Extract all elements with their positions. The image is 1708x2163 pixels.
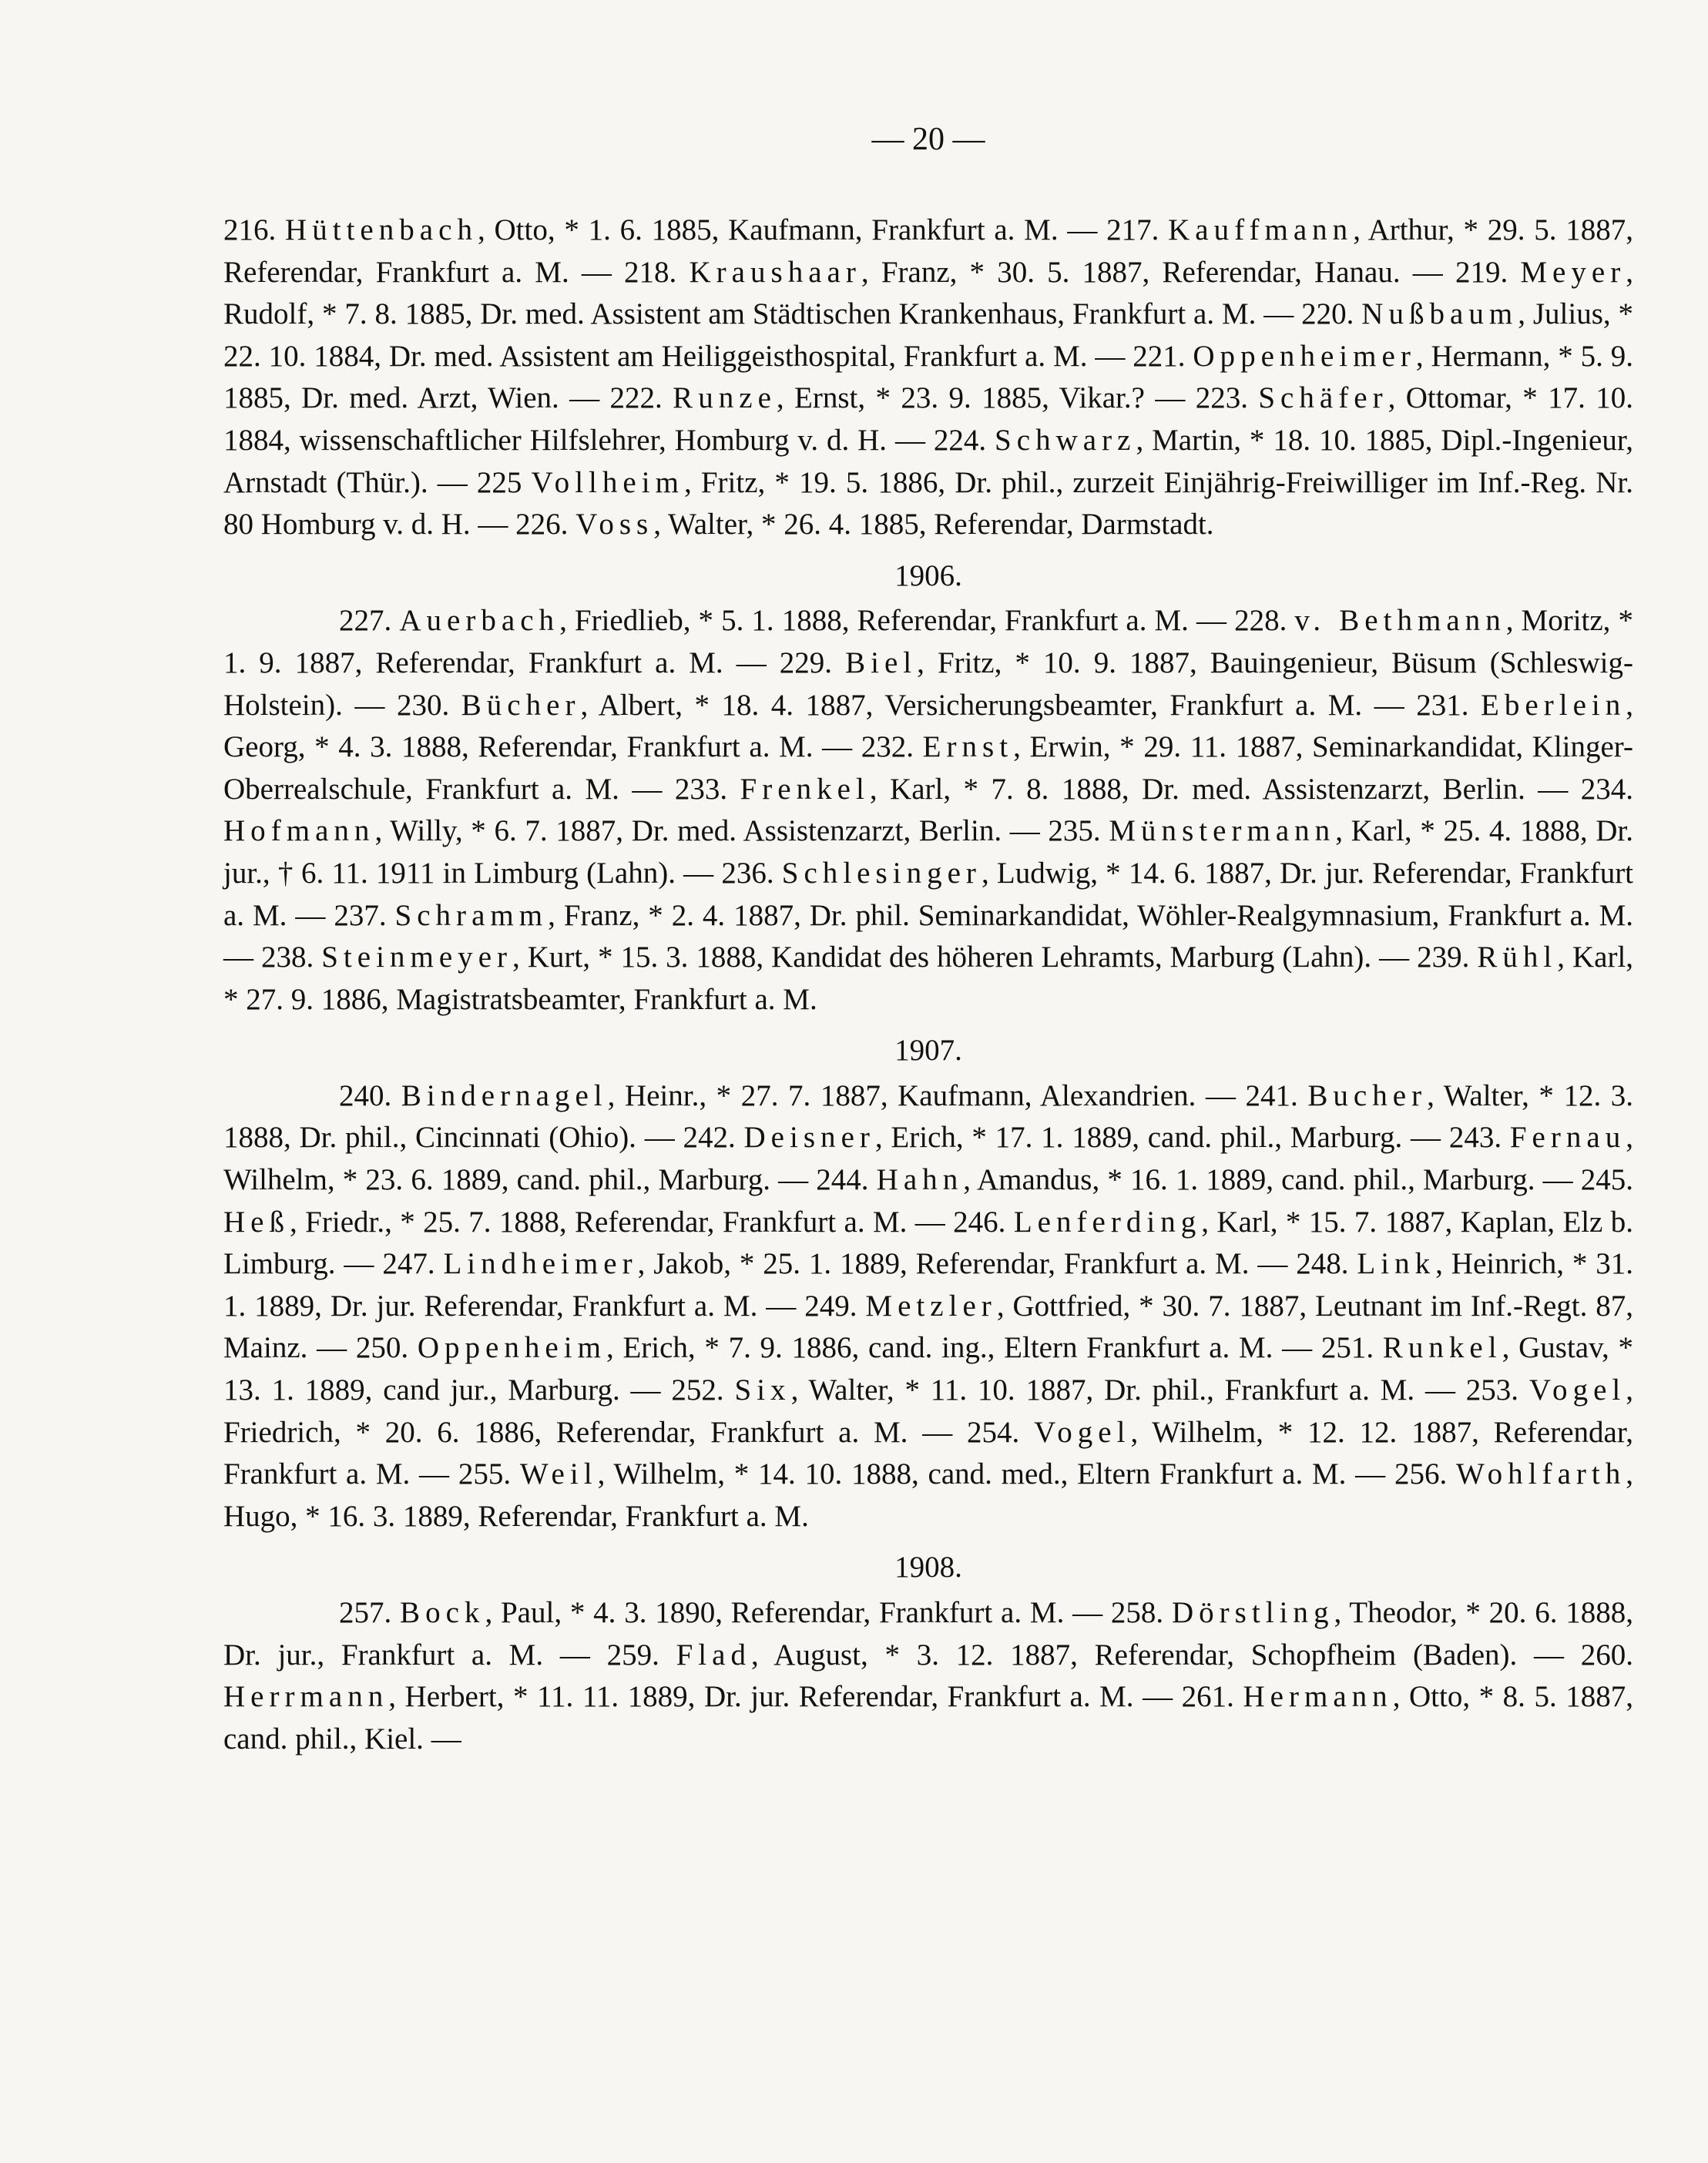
register-entry	[223, 213, 1059, 246]
entry-details: , Arthur, * 29. 5. 1887, Referendar, Frankfurt a. M.	[223, 213, 1634, 289]
entry-details: , Otto, * 1. 6. 1885, Kaufmann, Frankfurt a. M.	[477, 213, 1059, 246]
entry-surname: Vogel	[1528, 1373, 1626, 1407]
entry-surname: Oppenheimer	[1193, 339, 1416, 373]
entry-surname: Herrmann	[223, 1680, 389, 1714]
entry-number: 241.	[1245, 1078, 1298, 1112]
entry-surname: Meyer	[1520, 255, 1626, 289]
register-entry	[683, 1121, 1402, 1154]
register-entry	[397, 689, 1362, 722]
entry-number: 243.	[1448, 1121, 1502, 1155]
entry-details: , Karl, * 27. 9. 1886, Magistratsbeamter, Frankfurt a. M.	[223, 941, 1634, 1016]
register-entry	[624, 256, 1401, 289]
entry-details: , Willy, * 6. 7. 1887, Dr. med. Assistenzarzt, Berlin.	[374, 814, 1002, 848]
entry-number: 237.	[334, 898, 387, 932]
entry-details: , Hugo, * 16. 3. 1889, Referendar, Frankfurt a. M.	[223, 1457, 1634, 1533]
entry-surname: Lindheimer	[443, 1247, 638, 1281]
entry-number: 222.	[609, 381, 663, 415]
entry-number: 244.	[816, 1163, 869, 1197]
entry-number: 231.	[1416, 688, 1469, 722]
year-heading: 1906.	[894, 558, 962, 592]
entry-surname: Hofmann	[223, 814, 375, 848]
entry-details: , Wilhelm, * 12. 12. 1887, Referendar, Frankfurt a. M.	[223, 1415, 1634, 1491]
entry-surname: Hahn	[876, 1163, 964, 1197]
register-entry	[816, 1163, 1535, 1196]
entry-surname: Rühl	[1477, 941, 1558, 974]
entry-surname: Flad	[676, 1638, 751, 1672]
entry-number: 228.	[1234, 604, 1287, 638]
entry-details: , Erich, * 7. 9. 1886, cand. ing., Eltern Frankfurt a. M.	[606, 1331, 1273, 1365]
entry-surname: Schäfer	[1258, 381, 1388, 415]
entry-surname: Bücher	[461, 688, 581, 722]
entry-number: 232.	[861, 730, 914, 764]
register-entry	[339, 604, 1189, 637]
section-1907	[223, 1030, 1633, 1538]
entry-number: 260.	[1580, 1638, 1634, 1672]
entry-details: , Friedrich, * 20. 6. 1886, Referendar, Frankfurt a. M.	[223, 1373, 1634, 1449]
entry-number: 229.	[779, 646, 833, 679]
entry-details: , Albert, * 18. 4. 1887, Versicherungsbeamter, Frankfurt a. M.	[580, 688, 1363, 722]
entry-number: 234.	[1580, 772, 1634, 806]
entry-surname: Link	[1357, 1247, 1436, 1281]
trailing-dash: —	[423, 1722, 461, 1756]
entry-number: 254.	[967, 1415, 1020, 1449]
entry-details: , Ottomar, * 17. 10. 1884, wissenschaftlicher Hilfslehrer, Homburg v. d. H.	[223, 381, 1634, 457]
entry-surname: Biel	[845, 646, 918, 679]
year-heading: 1908.	[894, 1551, 962, 1585]
entry-details: , Franz, * 30. 5. 1887, Referendar, Hanau.	[861, 255, 1401, 289]
entry-number: 248.	[1296, 1247, 1349, 1281]
entry-details: , Franz, * 2. 4. 1887, Dr. phil. Seminarkandidat, Wöhler-Realgymnasium, Frankfurt a. M.	[548, 898, 1634, 932]
entry-number: 261.	[1181, 1680, 1234, 1714]
entry-details: , Karl, * 15. 7. 1887, Kaplan, Elz b. Limburg.	[223, 1205, 1634, 1281]
register-entry	[610, 381, 1145, 414]
entry-number: 249.	[804, 1289, 857, 1323]
entry-details: , Theodor, * 20. 6. 1888, Dr. jur., Frankfurt a. M.	[223, 1596, 1634, 1672]
entry-number: 227.	[339, 604, 392, 638]
entry-details: , Moritz, * 1. 9. 1887, Referendar, Frankfurt a. M.	[223, 604, 1634, 679]
entry-number: 223.	[1195, 381, 1248, 415]
entry-details: , Ludwig, * 14. 6. 1887, Dr. jur. Referendar, Frankfurt a. M.	[223, 856, 1634, 932]
entry-details: , Gustav, * 13. 1. 1889, cand jur., Marburg.	[223, 1331, 1634, 1407]
entry-details: , Fritz, * 10. 9. 1887, Bauingenieur, Büsum (Schleswig-Holstein).	[223, 646, 1634, 722]
entry-number: 251.	[1320, 1331, 1374, 1365]
entry-number: 224.	[933, 423, 987, 457]
entry-number: 253.	[1465, 1373, 1519, 1407]
section-1906	[223, 555, 1633, 1021]
entries-paragraph-0: 216. Hüttenbach, Otto, * 1. 6. 1885, Kaufmann, Frankfurt a. M. — 217. Kauffmann, Arthur, * 29. 5. 1887, Referendar, Frankfurt a. M. — 218. Kraushaar, Franz, * 30. 5. 1887, Referendar, Hanau. — 219. Meyer, Rudolf, * 7. 8. 1885, Dr. med. Assistent am Städtischen Krankenhaus, Frankfurt a. M. — 220. Nußbaum, Julius, * 22. 10. 1884, Dr. med. Assistent am Heiliggeisthospital, Frankfurt a. M. — 221. Oppenheimer, Hermann, * 5. 9. 1885, Dr. med. Arzt, Wien. — 222. Runze, Ernst, * 23. 9. 1885, Vikar.? — 223. Schäfer, Ottomar, * 17. 10. 1884, wissenschaftlicher Hilfslehrer, Homburg v. d. H. — 224. Schwarz, Martin, * 18. 10. 1885, Dipl.-Ingenieur, Arnstadt (Thür.). — 225 Vollheim, Fritz, * 19. 5. 1886, Dr. phil., zurzeit Einjährig-Freiwilliger im Inf.-Reg. Nr. 80 Homburg v. d. H. — 226. Voss, Walter, * 26. 4. 1885, Referendar, Darmstadt.	[223, 213, 1634, 542]
entry-details: , Fritz, * 19. 5. 1886, Dr. phil., zurzeit Einjährig-Freiwilliger im Inf.-Reg. Nr. 80 Homburg v. d. H.	[223, 465, 1633, 542]
register-entry	[607, 1638, 1518, 1672]
entry-details: , Paul, * 4. 3. 1890, Referendar, Frankfurt a. M.	[485, 1596, 1065, 1629]
entry-number: 230.	[396, 688, 450, 722]
entry-number: 225	[476, 465, 522, 499]
entry-details: , Kurt, * 15. 3. 1888, Kandidat des höheren Lehramts, Marburg (Lahn).	[512, 941, 1372, 974]
entry-details: , Friedr., * 25. 7. 1888, Referendar, Frankfurt a. M.	[290, 1205, 908, 1239]
page-number: — 20 —	[871, 122, 985, 157]
entry-surname: Ernst	[922, 730, 1014, 764]
entry-surname: v. Bethmann	[1294, 604, 1506, 638]
entry-details: , Erwin, * 29. 11. 1887, Seminarkandidat, Klinger-Oberrealschule, Frankfurt a. M.	[223, 730, 1634, 806]
entry-number: 216.	[223, 213, 277, 246]
entry-details: , Walter, * 26. 4. 1885, Referendar, Darmstadt.	[653, 508, 1214, 542]
entry-surname: Heß	[223, 1205, 290, 1239]
entry-details: , Hermann, * 5. 9. 1885, Dr. med. Arzt, Wien.	[223, 339, 1634, 415]
entry-number: 221.	[1133, 339, 1186, 373]
entry-surname: Runkel	[1382, 1331, 1502, 1365]
entry-surname: Dörstling	[1171, 1596, 1334, 1629]
entry-details: , Otto, * 8. 5. 1887, cand. phil., Kiel.	[223, 1680, 1634, 1756]
entry-surname: Frenkel	[740, 772, 870, 806]
document-page	[223, 123, 1633, 1760]
entry-number: 257.	[339, 1596, 392, 1629]
section-0	[223, 210, 1633, 546]
entry-number: 218.	[624, 255, 677, 289]
entry-surname: Schramm	[394, 898, 549, 932]
entry-surname: Eberlein	[1481, 688, 1626, 722]
entry-number: 245.	[1580, 1163, 1634, 1197]
entry-details: , Herbert, * 11. 11. 1889, Dr. jur. Referendar, Frankfurt a. M.	[388, 1680, 1134, 1714]
entry-details: , Wilhelm, * 23. 6. 1889, cand. phil., Marburg.	[223, 1121, 1634, 1197]
entry-details: , Georg, * 4. 3. 1888, Referendar, Frankfurt a. M.	[223, 688, 1634, 764]
entry-surname: Runze	[673, 381, 777, 415]
entry-surname: Six	[734, 1373, 791, 1407]
entry-surname: Schwarz	[995, 423, 1136, 457]
entry-number: 233.	[674, 772, 728, 806]
entry-number: 255.	[458, 1457, 512, 1491]
entry-surname: Hüttenbach	[285, 213, 478, 246]
entry-details: , Karl, * 25. 4. 1888, Dr. jur., † 6. 11. 1911 in Limburg (Lahn).	[223, 814, 1633, 890]
entry-details: , Wilhelm, * 14. 10. 1888, cand. med., Eltern Frankfurt a. M.	[597, 1457, 1347, 1491]
entry-number: 217.	[1106, 213, 1159, 246]
entry-surname: Schlesinger	[781, 856, 982, 890]
entry-details: , Walter, * 11. 10. 1887, Dr. phil., Frankfurt a. M.	[790, 1373, 1415, 1407]
entry-surname: Fernau	[1509, 1121, 1626, 1155]
entry-details: , Erich, * 17. 1. 1889, cand. phil., Marburg.	[874, 1121, 1403, 1155]
register-entry	[671, 1373, 1414, 1407]
year-heading: 1907.	[894, 1034, 962, 1068]
register-entry	[339, 1079, 1196, 1112]
entry-number: 238.	[260, 941, 314, 974]
entry-surname: Voss	[575, 508, 654, 542]
entry-surname: Lenferding	[1013, 1205, 1202, 1239]
register-entry	[675, 773, 1525, 806]
entry-details: , Gottfried, * 30. 7. 1887, Leutnant im Inf.-Regt. 87, Mainz.	[223, 1289, 1634, 1365]
entry-number: 258.	[1110, 1596, 1164, 1629]
register-entry	[356, 1331, 1273, 1364]
entry-number: 219.	[1455, 255, 1508, 289]
entry-surname: Bucher	[1307, 1078, 1428, 1112]
entry-number: 252.	[671, 1373, 724, 1407]
entry-details: , Walter, * 12. 3. 1888, Dr. phil., Cincinnati (Ohio).	[223, 1078, 1634, 1155]
entry-number: 220.	[1301, 297, 1354, 331]
entry-number: 250.	[355, 1331, 409, 1365]
entry-details: , Karl, * 7. 8. 1888, Dr. med. Assistenzarzt, Berlin.	[869, 772, 1525, 806]
entry-surname: Hermann	[1243, 1680, 1393, 1714]
register-entry	[458, 1457, 1347, 1491]
entry-number: 246.	[953, 1205, 1006, 1239]
entry-details: , Friedlieb, * 5. 1. 1888, Referendar, Frankfurt a. M.	[559, 604, 1189, 638]
register-entry	[515, 508, 1213, 541]
entry-number: 259.	[606, 1638, 659, 1672]
entry-number: 235.	[1048, 814, 1101, 848]
entry-number: 256.	[1394, 1457, 1448, 1491]
entry-number: 240.	[339, 1078, 392, 1112]
entry-surname: Nußbaum	[1361, 297, 1518, 331]
entry-surname: Steinmeyer	[321, 941, 513, 974]
register-entry	[339, 1596, 1064, 1629]
entry-surname: Auerbach	[399, 604, 560, 638]
entry-number: 247.	[382, 1247, 435, 1281]
entry-surname: Bindernagel	[401, 1078, 608, 1112]
entry-details: , Jakob, * 25. 1. 1889, Referendar, Frankfurt a. M.	[637, 1247, 1250, 1281]
entry-surname: Vogel	[1034, 1415, 1131, 1449]
entry-details: , Amandus, * 16. 1. 1889, cand. phil., Marburg.	[963, 1163, 1535, 1197]
register-entry	[382, 1247, 1249, 1280]
entry-details: , Ernst, * 23. 9. 1885, Vikar.?	[776, 381, 1145, 415]
entry-surname: Vollheim	[531, 465, 684, 499]
entry-number: 236.	[721, 856, 774, 890]
entry-surname: Oppenheim	[417, 1331, 606, 1365]
entry-surname: Weil	[519, 1457, 598, 1491]
entry-details: , Heinrich, * 31. 1. 1889, Dr. jur. Referendar, Frankfurt a. M.	[223, 1247, 1634, 1323]
entry-details: , Rudolf, * 7. 8. 1885, Dr. med. Assistent am Städtischen Krankenhaus, Frankfurt a. M.	[223, 255, 1633, 331]
entry-details: , Julius, * 22. 10. 1884, Dr. med. Assistent am Heiliggeisthospital, Frankfurt a. M.	[223, 297, 1634, 373]
entry-details: , Martin, * 18. 10. 1885, Dipl.-Ingenieur, Arnstadt (Thür.).	[223, 423, 1634, 499]
entry-number: 226.	[515, 508, 569, 542]
entries-paragraph-2: 240. Bindernagel, Heinr., * 27. 7. 1887, Kaufmann, Alexandrien. — 241. Bucher, Walter, * 12. 3. 1888, Dr. phil., Cincinnati (Ohio). — 242. Deisner, Erich, * 17. 1. 1889, cand. phil., Marburg. — 243. Fernau, Wilhelm, * 23. 6. 1889, cand. phil., Marburg. — 244. Hahn, Amandus, * 16. 1. 1889, cand. phil., Marburg. — 245. Heß, Friedr., * 25. 7. 1888, Referendar, Frankfurt a. M. — 246. Lenferding, Karl, * 15. 7. 1887, Kaplan, Elz b. Limburg. — 247. Lindheimer, Jakob, * 25. 1. 1889, Referendar, Frankfurt a. M. — 248. Link, Heinrich, * 31. 1. 1889, Dr. jur. Referendar, Frankfurt a. M. — 249. Metzler, Gottfried, * 30. 7. 1887, Leutnant im Inf.-Regt. 87, Mainz. — 250. Oppenheim, Erich, * 7. 9. 1886, cand. ing., Eltern Frankfurt a. M. — 251. Runkel, Gustav, * 13. 1. 1889, cand jur., Marburg. — 252. Six, Walter, * 11. 10. 1887, Dr. phil., Frankfurt a. M. — 253. Vogel, Friedrich, * 20. 6. 1886, Referendar, Frankfurt a. M. — 254. Vogel, Wilhelm, * 12. 12. 1887, Referendar, Frankfurt a. M. — 255. Weil, Wilhelm, * 14. 10. 1888, cand. med., Eltern Frankfurt a. M. — 256. Wohlfarth, Hugo, * 16. 3. 1889, Referendar, Frankfurt a. M.	[223, 1078, 1634, 1533]
entry-surname: Kauffmann	[1168, 213, 1354, 246]
entry-surname: Metzler	[865, 1289, 997, 1323]
section-1908	[223, 1547, 1633, 1760]
register-entry	[334, 899, 1633, 932]
entry-details: , Heinr., * 27. 7. 1887, Kaufmann, Alexandrien.	[607, 1078, 1196, 1112]
entry-surname: Münstermann	[1109, 814, 1336, 848]
entries-paragraph-3: 257. Bock, Paul, * 4. 3. 1890, Referendar, Frankfurt a. M. — 258. Dörstling, Theodor, * 20. 6. 1888, Dr. jur., Frankfurt a. M. — 259. Flad, August, * 3. 12. 1887, Referendar, Schopfheim (Baden). — 260. Herrmann, Herbert, * 11. 11. 1889, Dr. jur. Referendar, Frankfurt a. M. — 261. Hermann, Otto, * 8. 5. 1887, cand. phil., Kiel. —	[223, 1596, 1634, 1756]
register-entry	[261, 941, 1371, 974]
entry-details: , August, * 3. 12. 1887, Referendar, Schopfheim (Baden).	[750, 1638, 1518, 1672]
entry-surname: Bock	[400, 1596, 485, 1629]
entry-surname: Kraushaar	[689, 255, 861, 289]
entry-number: 242.	[683, 1121, 736, 1155]
entries-paragraph-1: 227. Auerbach, Friedlieb, * 5. 1. 1888, Referendar, Frankfurt a. M. — 228. v. Bethmann, Moritz, * 1. 9. 1887, Referendar, Frankfurt a. M. — 229. Biel, Fritz, * 10. 9. 1887, Bauingenieur, Büsum (Schleswig-Holstein). — 230. Bücher, Albert, * 18. 4. 1887, Versicherungsbeamter, Frankfurt a. M. — 231. Eberlein, Georg, * 4. 3. 1888, Referendar, Frankfurt a. M. — 232. Ernst, Erwin, * 29. 11. 1887, Seminarkandidat, Klinger-Oberrealschule, Frankfurt a. M. — 233. Frenkel, Karl, * 7. 8. 1888, Dr. med. Assistenzarzt, Berlin. — 234. Hofmann, Willy, * 6. 7. 1887, Dr. med. Assistenzarzt, Berlin. — 235. Münstermann, Karl, * 25. 4. 1888, Dr. jur., † 6. 11. 1911 in Limburg (Lahn). — 236. Schlesinger, Ludwig, * 14. 6. 1887, Dr. jur. Referendar, Frankfurt a. M. — 237. Schramm, Franz, * 2. 4. 1887, Dr. phil. Seminarkandidat, Wöhler-Realgymnasium, Frankfurt a. M. — 238. Steinmeyer, Kurt, * 15. 3. 1888, Kandidat des höheren Lehramts, Marburg (Lahn). — 239. Rühl, Karl, * 27. 9. 1886, Magistratsbeamter, Frankfurt a. M.	[223, 604, 1634, 1016]
entry-number: 239.	[1417, 941, 1470, 974]
entry-surname: Wohlfarth	[1455, 1457, 1626, 1491]
entry-surname: Deisner	[743, 1121, 875, 1155]
